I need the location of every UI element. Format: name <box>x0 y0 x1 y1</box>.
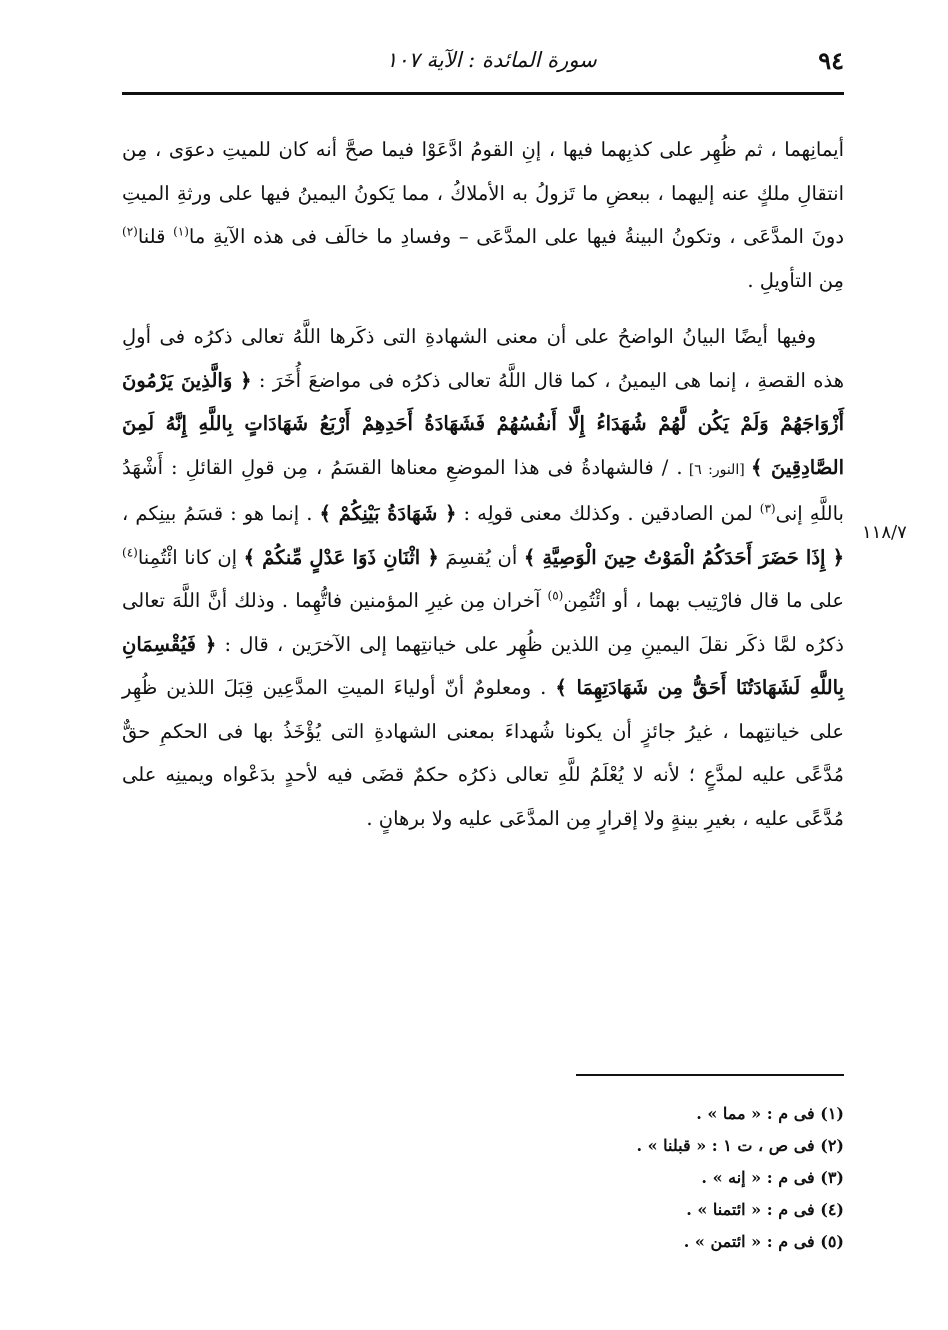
footnote-rule <box>576 1074 844 1076</box>
footnote-reference: (١) <box>173 224 189 239</box>
page-header <box>122 44 844 84</box>
paragraph-text: . / فالشهادةُ فى هذا الموضعِ معناها القسَمُ ، مِن قولِ القائلِ : أَشْهَدُ باللَّهِ إنى <box>122 455 844 525</box>
paragraph-text: مِن التأويلِ . <box>747 268 844 292</box>
footnote: (٣) فى م : « إنه » . <box>701 1168 844 1187</box>
paragraph <box>122 315 844 840</box>
paragraph-text: آخران مِن غيرِ المؤمنين فاتُّهِما . وذلك أنَّ اللَّهَ تعالى ذكرُه لمَّا ذكَر نقلَ اليمينِ مِن اللذين ظُهِر على خيانتِهما إلى الآخرَين ، قال : <box>122 589 844 656</box>
header-rule <box>122 92 844 95</box>
footnote-reference: (٢) <box>122 224 138 239</box>
quran-verse: ﴿ فَيُقْسِمَانِ بِاللَّهِ لَشَهَادَتُنَا أَحَقُّ مِن شَهَادَتِهِمَا ﴾ <box>122 632 844 699</box>
verse-citation: [النور: ٦] <box>682 461 751 478</box>
paragraph-text: . ومعلومٌ أنّ أولياءَ الميتِ المدَّعِين قِبَلَ اللذين ظُهِر على خيانتِهما ، غيرُ جائزٍ أن يكونا شُهداءَ بمعنى الشهادةِ التى يُؤْخَذُ بها فى الحكمِ حقٌّ مُدَّعًى عليه لمدَّعٍ ؛ لأنه لا يُعْلَمُ للَّهِ تعالى ذكرُه حكمٌ قضَى فيه لأحدٍ بدَعْواه ويمينِه على مُدَّعًى عليه ، بغيرِ بينةٍ ولا إقرارٍ مِن المدَّعَى عليه ولا برهانٍ . <box>122 676 844 830</box>
body-text <box>122 128 844 840</box>
quran-verse: ﴿ وَالَّذِينَ يَرْمُونَ أَزْوَاجَهُمْ وَلَمْ يَكُن لَّهُمْ شُهَدَاءُ إِلَّا أَنفُسُهُمْ فَشَهَادَةُ أَحَدِهِمْ أَرْبَعُ شَهَادَاتٍ بِاللَّهِ إِنَّهُ لَمِنَ الصَّادِقِينَ ﴾ <box>122 368 844 479</box>
paragraph-text: وفيها أيضًا البيانُ الواضحُ على أن معنى الشهادةِ التى ذكَرها اللَّهُ تعالى ذكرُه فى أولِ هذه القصةِ ، إنما هى اليمينُ ، كما قال اللَّهُ تعالى ذكرُه فى مواضعَ أُخَرَ : <box>122 325 844 392</box>
footnote-reference: (٣) <box>759 501 776 516</box>
footnote: (٥) فى م : « ائتمن » . <box>683 1232 844 1251</box>
paragraph-text: إن كانا ائْتُمِنا <box>137 545 244 569</box>
paragraph-text: . إنما هو : قسَمُ بينِكم ، <box>122 502 320 525</box>
footnotes <box>500 1098 844 1258</box>
footnote-reference: (٤) <box>122 545 138 559</box>
paragraph-text: قلنا <box>137 225 174 248</box>
paragraph-text: على ما قال فارْتِيب بهما ، أو ائْتُمِن <box>563 589 844 612</box>
footnote-reference: (٥) <box>547 588 564 603</box>
paragraph <box>122 128 844 302</box>
paragraph-text: لمن الصادقين . وكذلك معنى قولِه : <box>456 502 760 525</box>
footnote: (٤) فى م : « ائتمنا » . <box>686 1200 844 1219</box>
margin-page-reference: ١١٨/٧ <box>862 522 907 543</box>
footnote: (٢) فى ص ، ت ١ : « قبلنا » . <box>636 1136 844 1155</box>
paragraph-text: أن يُقسِمَ <box>438 545 524 569</box>
quran-verse: ﴿ إِذَا حَضَرَ أَحَدَكُمُ الْمَوْتُ حِينَ الْوَصِيَّةِ ﴾ <box>523 545 845 569</box>
paragraph-text: أيمانِهما ، ثم ظُهِر على كذبِهما فيها ، إنِ القومُ ادَّعَوْا فيما صحَّ أنه كان للميتِ دعوَى ، مِن انتقالِ ملكٍ عنه إليهما ، ببعضِ ما تَزولُ به الأملاكُ ، مما يَكونُ اليمينُ فيها على ورثةِ الميتِ دونَ المدَّعَى ، وتكونُ البينةُ فيها على المدَّعَى – وفسادِ ما خالَف فى هذه الآيةِ ما <box>122 138 844 248</box>
quran-verse: ﴿ شَهَادَةُ بَيْنِكُمْ ﴾ <box>319 502 457 525</box>
quran-verse: ﴿ اثْنَانِ ذَوَا عَدْلٍ مِّنكُمْ ﴾ <box>243 545 439 569</box>
page-number: ٩٤ <box>818 46 844 75</box>
running-title: سورة المائدة : الآية ١٠٧ <box>386 48 597 72</box>
footnote: (١) فى م : « مما » . <box>696 1104 844 1123</box>
